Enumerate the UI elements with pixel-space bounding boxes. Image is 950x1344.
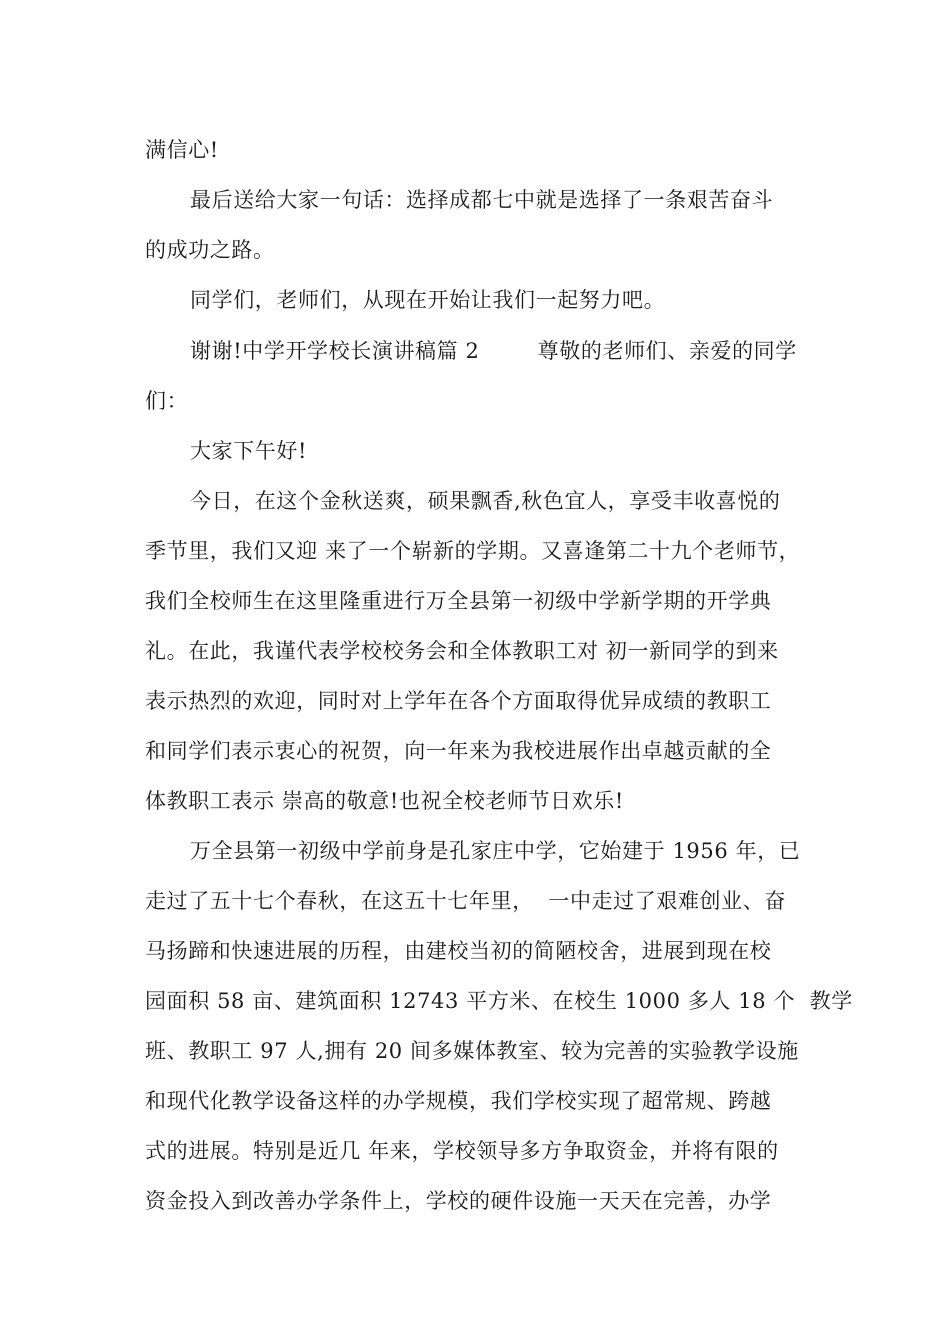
text-line: 同学们，老师们，从现在开始让我们一起努力吧。	[190, 288, 666, 312]
text-line: 园面积 58 亩、建筑面积 12743 平方米、在校生 1000 多人 18 个 教学	[145, 989, 853, 1013]
text-line: 今日，在这个金秋送爽，硕果飘香,秋色宜人，享受丰收喜悦的	[190, 489, 781, 513]
text-line: 体教职工表示 崇高的敬意!也祝全校老师节日欢乐!	[145, 789, 624, 813]
text-line: 马扬蹄和快速进展的历程，由建校当初的简陋校舍，进展到现在校	[145, 939, 772, 963]
text-line: 们：	[145, 389, 189, 413]
text-line: 我们全校师生在这里隆重进行万全县第一初级中学新学期的开学典	[145, 589, 772, 613]
text-line: 资金投入到改善办学条件上，学校的硬件设施一天天在完善，办学	[145, 1189, 772, 1213]
text-line: 的成功之路。	[145, 238, 275, 262]
text-line: 走过了五十七个春秋，在这五十七年里， 一中走过了艰难创业、奋	[145, 889, 786, 913]
text-line: 表示热烈的欢迎，同时对上学年在各个方面取得优异成绩的教职工	[145, 689, 772, 713]
text-line: 礼。在此，我谨代表学校校务会和全体教职工对 初一新同学的到来	[145, 639, 779, 663]
text-line: 大家下午好!	[190, 439, 308, 463]
text-line: 和现代化教学设备这样的办学规模，我们学校实现了超常规、跨越	[145, 1089, 772, 1113]
text-line: 班、教职工 97 人,拥有 20 间多媒体教室、较为完善的实验教学设施	[145, 1039, 799, 1063]
text-line: 满信心!	[145, 138, 219, 162]
text-line: 式的进展。特别是近几 年来，学校领导多方争取资金，并将有限的	[145, 1139, 779, 1163]
text-line: 最后送给大家一句话：选择成都七中就是选择了一条艰苦奋斗	[190, 188, 774, 212]
text-line: 谢谢!中学开学校长演讲稿篇 2 尊敬的老师们、亲爱的同学	[190, 339, 797, 363]
text-line: 和同学们表示衷心的祝贺，向一年来为我校进展作出卓越贡献的全	[145, 739, 772, 763]
text-line: 季节里，我们又迎 来了一个崭新的学期。又喜逢第二十九个老师节，	[145, 539, 801, 563]
text-line: 万全县第一初级中学前身是孔家庄中学，它始建于 1956 年，已	[190, 839, 801, 863]
